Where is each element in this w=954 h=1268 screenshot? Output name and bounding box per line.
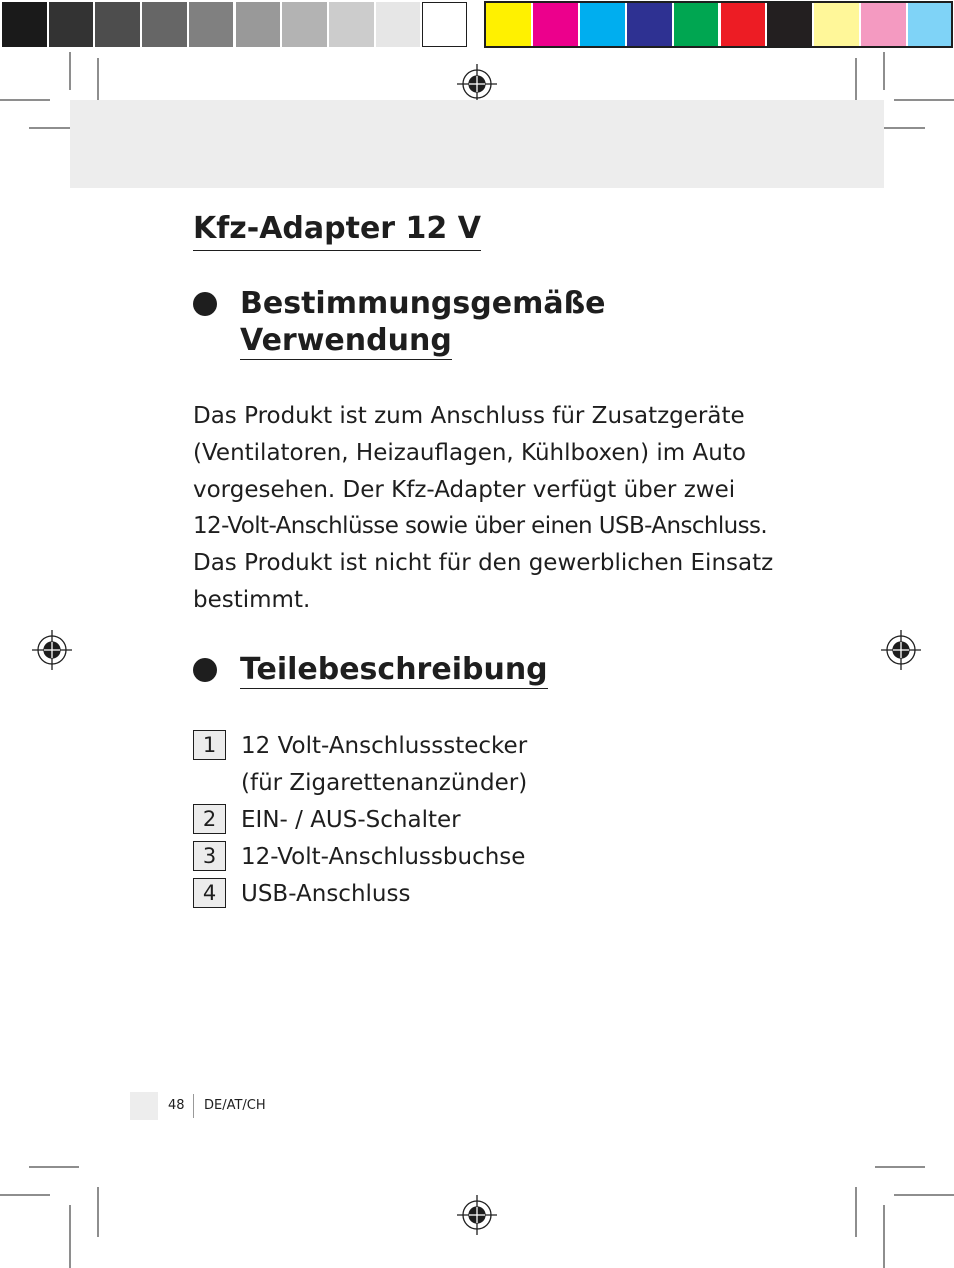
section-bullet [193,292,217,316]
intended-use-paragraph [193,398,773,619]
paragraph-line: Das Produkt ist nicht für den gewerblichen Einsatz [193,550,774,577]
footer-tab-box [130,1092,158,1120]
part-label-line: (für Zigarettenanzünder) [241,769,528,796]
part-label-line: 12 Volt-Anschlussstecker [241,733,528,759]
registration-mark [457,1195,497,1235]
part-label-line: EIN- / AUS-Schalter [241,807,461,833]
paragraph-line: Das Produkt ist zum Anschluss für Zusatzgeräte [193,403,745,429]
paragraph-line: bestimmt. [193,586,311,613]
part-label-line: USB-Anschluss [241,881,411,907]
footer-divider [193,1094,194,1118]
heading-line: Verwendung [240,323,452,358]
part-number-box: 3 [193,841,226,871]
section-heading-intended-use [240,285,606,360]
page-title: Kfz-Adapter 12 V [193,208,481,251]
registration-mark [32,630,72,670]
part-label [241,802,461,839]
part-label [241,728,527,802]
section-bullet [193,658,217,682]
part-number-box: 4 [193,878,226,908]
part-number-box: 2 [193,804,226,834]
heading-line: Bestimmungsgemäße [240,286,606,321]
registration-mark [881,630,921,670]
part-label-line: 12-Volt-Anschlussbuchse [241,844,526,870]
paragraph-line: (Ventilatoren, Heizauflagen, Kühlboxen) im Auto [193,439,746,466]
part-number-box: 1 [193,730,226,760]
heading-line: Teilebeschreibung [240,652,548,687]
part-label [241,839,525,876]
header-band [70,100,884,188]
paragraph-line: vorgesehen. Der Kfz-Adapter verfügt über zwei [193,476,736,503]
section-heading-parts [240,651,548,689]
part-label [241,876,410,913]
paragraph-line: 12-Volt-Anschlüsse sowie über einen USB-Anschluss. [193,513,768,540]
registration-mark [457,64,497,104]
footer-language: DE/AT/CH [204,1098,266,1113]
page-number: 48 [168,1098,185,1113]
